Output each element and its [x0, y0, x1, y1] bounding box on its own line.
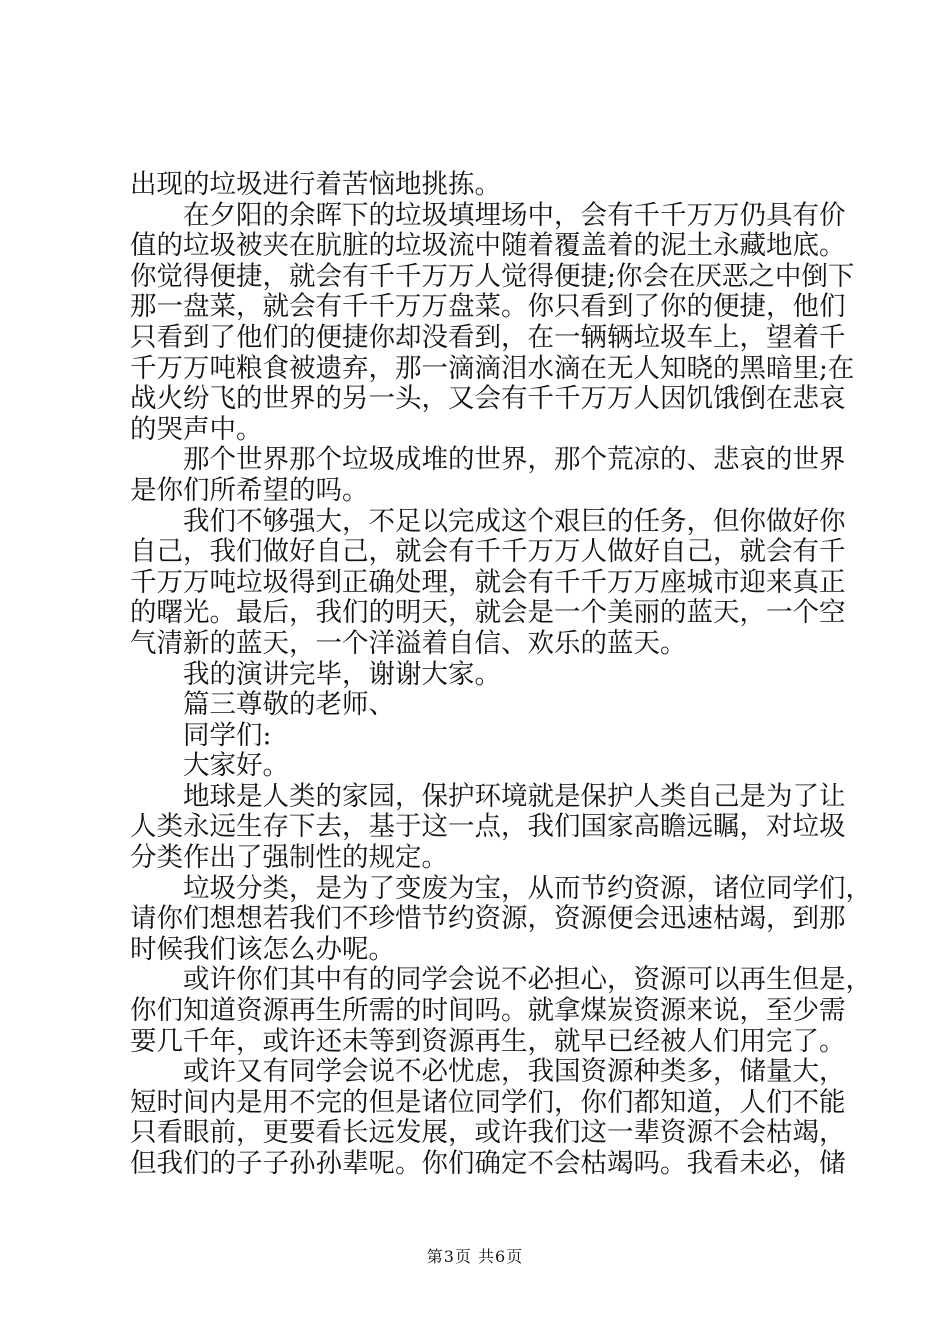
text-line: 是你们所希望的吗。 [130, 474, 369, 506]
paragraph [130, 872, 872, 966]
text-line: 千万万吨垃圾得到正确处理，就会有千千万万座城市迎来真正 [130, 566, 846, 598]
text-line: 那个世界那个垃圾成堆的世界，那个荒凉的、悲哀的世界 [183, 444, 846, 476]
paragraph [130, 445, 850, 506]
text-line: 或许你们其中有的同学会说不必担心，资源可以再生但是， [183, 964, 872, 996]
paragraph [130, 660, 850, 691]
text-line: 在夕阳的余晖下的垃圾填埋场中，会有千千万万仍具有价 [183, 199, 846, 231]
paragraph [130, 964, 872, 1057]
text-line: 我们不够强大，不足以完成这个艰巨的任务，但你做好你 [183, 505, 846, 537]
text-line: 大家好。 [183, 750, 289, 782]
text-line: 同学们: [183, 719, 272, 751]
paragraph [130, 721, 850, 752]
text-line: 但我们的子子孙孙辈呢。你们确定不会枯竭吗。我看未必，储 [130, 1148, 846, 1179]
text-line: 值的垃圾被夹在肮脏的垃圾流中随着覆盖着的泥土永藏地底。 [130, 230, 846, 262]
paragraph [130, 170, 850, 201]
text-line: 短时间内是用不完的但是诸位同学们，你们都知道，人们不能 [130, 1086, 846, 1118]
document-body [130, 169, 872, 1180]
text-line: 时候我们该怎么办呢。 [130, 933, 395, 965]
text-line: 或许又有同学会说不必忧虑，我国资源种类多，储量大， [183, 1056, 846, 1088]
text-line: 气清新的蓝天，一个洋溢着自信、欢乐的蓝天。 [130, 627, 687, 659]
text-line: 出现的垃圾进行着苦恼地挑拣。 [130, 169, 501, 200]
text-line: 的曙光。最后，我们的明天，就会是一个美丽的蓝天，一个空 [130, 597, 846, 629]
text-line: 只看眼前，更要看长远发展，或许我们这一辈资源不会枯竭， [130, 1117, 846, 1149]
text-line: 请你们想想若我们不珍惜节约资源，资源便会迅速枯竭，到那 [130, 903, 846, 935]
text-line: 那一盘菜，就会有千千万万盘菜。你只看到了你的便捷，他们 [130, 291, 846, 323]
paragraph [130, 690, 850, 721]
text-line: 垃圾分类，是为了变废为宝，从而节约资源，诸位同学们， [183, 872, 872, 904]
text-line: 人类永远生存下去，基于这一点，我们国家高瞻远瞩，对垃圾 [130, 811, 846, 843]
paragraph [130, 199, 855, 446]
text-line: 我的演讲完毕，谢谢大家。 [183, 658, 501, 690]
text-line: 只看到了他们的便捷你却没看到，在一辆辆垃圾车上，望着千 [130, 321, 846, 353]
text-line: 你们知道资源再生所需的时间吗。就拿煤炭资源来说，至少需 [130, 995, 846, 1027]
paragraph [130, 782, 850, 874]
paragraph [130, 751, 850, 782]
text-line: 战火纷飞的世界的另一头，又会有千千万万人因饥饿倒在悲哀 [130, 383, 846, 415]
text-line: 千万万吨粮食被遗弃，那一滴滴泪水滴在无人知晓的黑暗里;在 [130, 352, 855, 384]
text-line: 分类作出了强制性的规定。 [130, 842, 448, 874]
text-line: 自己，我们做好自己，就会有千千万万人做好自己，就会有千 [130, 536, 846, 568]
text-line: 篇三尊敬的老师、 [183, 689, 395, 721]
paragraph [130, 507, 850, 660]
text-line: 的哭声中。 [130, 413, 263, 445]
text-line: 地球是人类的家园，保护环境就是保护人类自己是为了让 [183, 780, 846, 812]
paragraph [130, 1057, 850, 1179]
text-line: 要几千年，或许还未等到资源再生，就早已经被人们用完了。 [130, 1025, 846, 1057]
page-footer: 第3页 共6页 [426, 1247, 524, 1266]
text-line: 你觉得便捷，就会有千千万万人觉得便捷;你会在厌恶之中倒下 [130, 260, 855, 292]
